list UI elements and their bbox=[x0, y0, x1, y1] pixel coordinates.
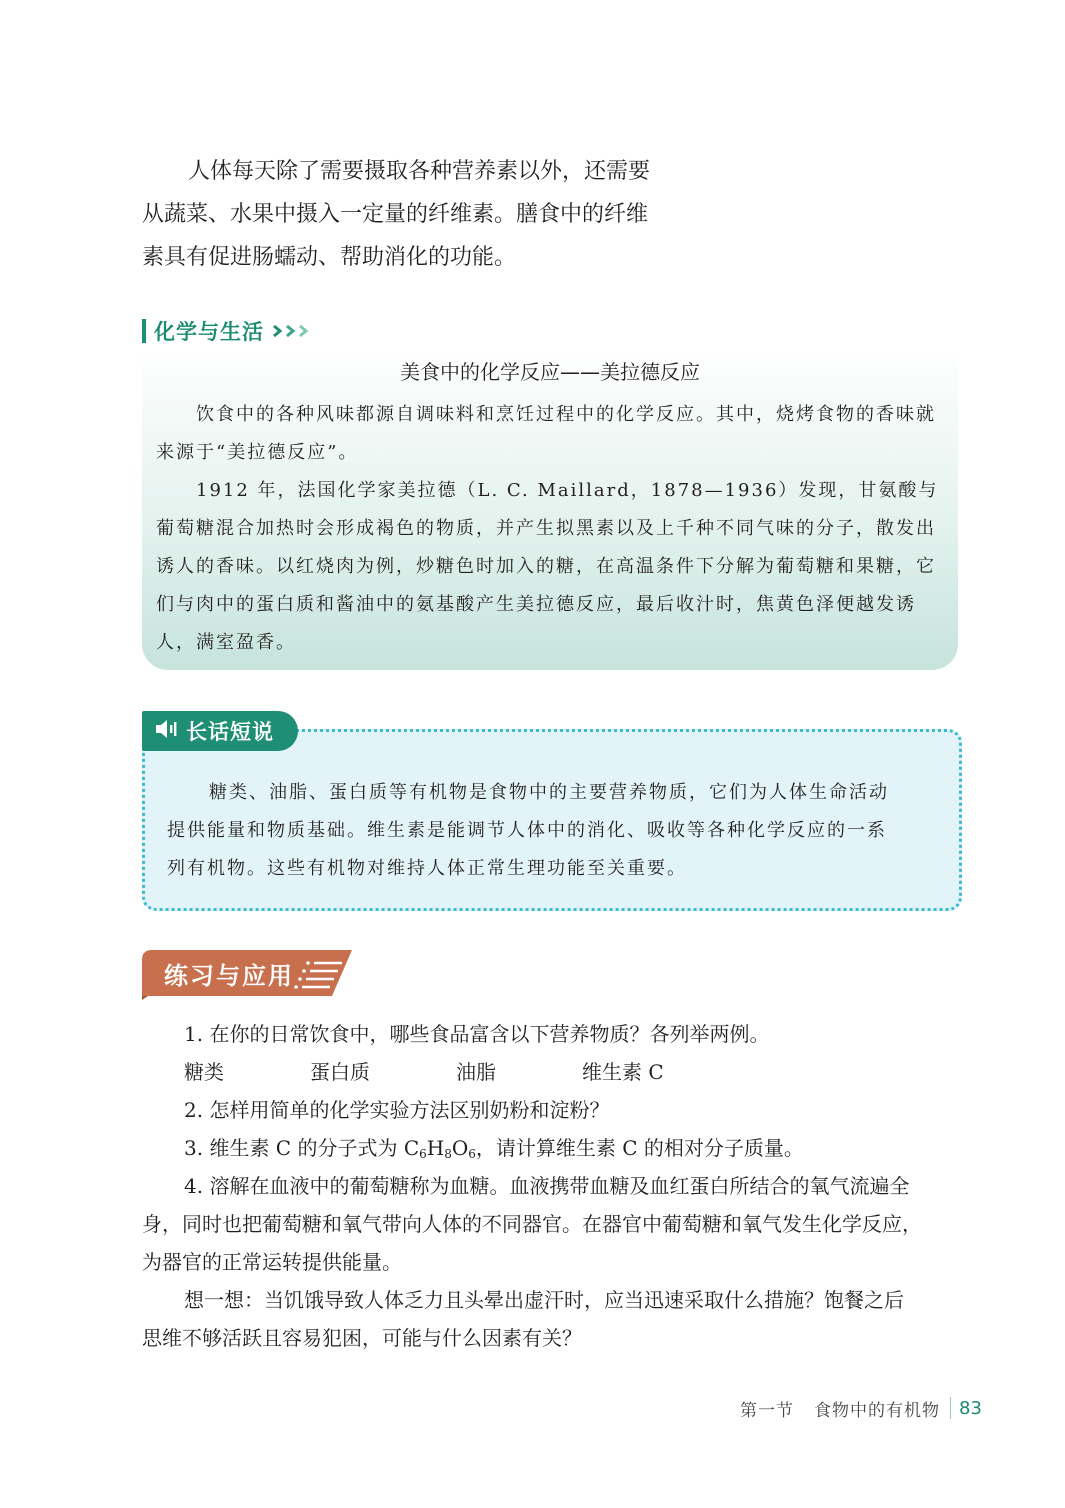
chevrons-icon bbox=[272, 323, 314, 339]
summary-text bbox=[167, 774, 947, 888]
subscript: 6 bbox=[468, 1147, 476, 1161]
summary-box bbox=[142, 729, 962, 911]
option: 蛋白质 bbox=[310, 1060, 370, 1084]
q3-text: O bbox=[451, 1136, 469, 1160]
footer-divider bbox=[950, 1397, 951, 1419]
option: 油脂 bbox=[456, 1060, 496, 1084]
subscript: 6 bbox=[419, 1147, 427, 1161]
exercise-title: 练习与应用 bbox=[164, 962, 294, 990]
chem-life-box bbox=[142, 350, 958, 670]
question-4-line: 为器官的正常运转提供能量。 bbox=[142, 1250, 402, 1274]
intro-line: 人体每天除了需要摄取各种营养素以外，还需要 bbox=[188, 159, 651, 184]
chem-life-paragraph: 饮食中的各种风味都源自调味料和烹饪过程中的化学反应。其中，烧烤食物的香味就来源于“美拉德反应”。 bbox=[156, 404, 936, 463]
summary-line: 列有机物。这些有机物对维持人体正常生理功能至关重要。 bbox=[167, 858, 687, 879]
question-1: 1. 在你的日常饮食中，哪些食品富含以下营养物质？各列举两例。 bbox=[184, 1022, 770, 1046]
chem-life-title: 化学与生活 bbox=[154, 320, 264, 344]
chem-life-heading bbox=[142, 316, 314, 346]
think-line: 思维不够活跃且容易犯困，可能与什么因素有关？ bbox=[142, 1326, 582, 1350]
page-number: 83 bbox=[959, 1397, 982, 1419]
q3-text: ，请计算维生素 C 的相对分子质量。 bbox=[475, 1136, 804, 1160]
subscript: 8 bbox=[444, 1147, 452, 1161]
option: 维生素 C bbox=[582, 1060, 664, 1084]
summary-title: 长话短说 bbox=[186, 720, 274, 744]
think-line: 想一想：当饥饿导致人体乏力且头晕出虚汗时，应当迅速采取什么措施？饱餐之后 bbox=[184, 1288, 904, 1312]
speaker-icon bbox=[154, 718, 180, 744]
summary-line: 提供能量和物质基础。维生素是能调节人体中的消化、吸收等各种化学反应的一系 bbox=[167, 820, 887, 841]
intro-line: 素具有促进肠蠕动、帮助消化的功能。 bbox=[142, 245, 517, 270]
intro-paragraph bbox=[142, 150, 702, 279]
q3-text: 3. 维生素 C 的分子式为 C bbox=[184, 1136, 420, 1160]
summary-line: 糖类、油脂、蛋白质等有机物是食物中的主要营养物质，它们为人体生命活动 bbox=[209, 782, 889, 803]
option: 糖类 bbox=[184, 1060, 224, 1084]
intro-line: 从蔬菜、水果中摄入一定量的纤维素。膳食中的纤维 bbox=[142, 202, 649, 227]
page-footer bbox=[740, 1394, 982, 1422]
exercise-list bbox=[142, 1015, 962, 1357]
question-4-line: 身，同时也把葡萄糖和氧气带向人体的不同器官。在器官中葡萄糖和氧气发生化学反应， bbox=[142, 1212, 922, 1236]
question-2: 2. 怎样用简单的化学实验方法区别奶粉和淀粉？ bbox=[184, 1098, 610, 1122]
exercise-banner bbox=[142, 950, 354, 996]
q3-text: H bbox=[426, 1136, 445, 1160]
summary-tab bbox=[142, 711, 298, 751]
question-1-options bbox=[142, 1053, 962, 1091]
question-4-line: 4. 溶解在血液中的葡萄糖称为血糖。血液携带血糖及血红蛋白所结合的氧气流遍全 bbox=[184, 1174, 910, 1198]
question-3 bbox=[142, 1129, 962, 1167]
heading-bar bbox=[142, 319, 146, 343]
chem-life-subtitle: 美食中的化学反应——美拉德反应 bbox=[400, 360, 700, 384]
chem-life-body bbox=[156, 396, 946, 662]
chem-life-paragraph: 1912 年，法国化学家美拉德（L. C. Maillard，1878—1936）发现，甘氨酸与葡萄糖混合加热时会形成褐色的物质，并产生拟黑素以及上千种不同气味的分子，散发出诱人的香味。以红烧肉为例，炒糖色时加入的糖，在高温条件下分解为葡萄糖和果糖，它们与肉中的蛋白质和酱油中的氨基酸产生美拉德反应，最后收汁时，焦黄色泽便越发诱人，满室盈香。 bbox=[156, 480, 939, 653]
footer-section: 第一节 bbox=[740, 1400, 794, 1421]
footer-title: 食物中的有机物 bbox=[814, 1400, 940, 1421]
